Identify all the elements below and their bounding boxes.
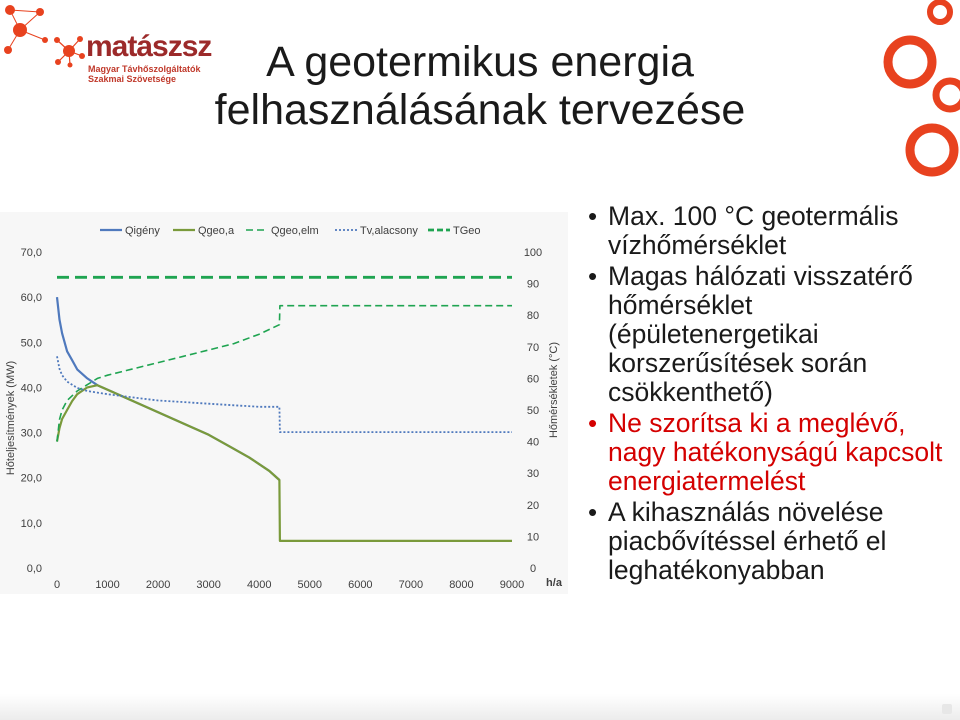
- y-left-axis-label: Hőteljesítmények (MW): [5, 360, 17, 476]
- y-left-tick-label: 40,0: [20, 382, 42, 395]
- y-right-tick-label: 40: [526, 436, 540, 449]
- series-line-qig-ny: [57, 297, 279, 480]
- bullet-text: Ne szorítsa ki a meglévő, nagy hatékonyságú kapcsolt energiatermelést: [608, 408, 943, 496]
- footer-bar: [0, 694, 960, 720]
- logo-name: matászsz: [86, 30, 212, 63]
- x-tick-label: 6000: [348, 579, 373, 591]
- bullet-item: [588, 202, 960, 260]
- geothermal-chart: [0, 212, 568, 594]
- bullet-dot-icon: •: [588, 497, 598, 527]
- bullet-dot-icon: •: [588, 408, 598, 438]
- series-line-qgeo-elm: [57, 306, 512, 442]
- y-right-tick-label: 60: [526, 373, 540, 386]
- y-left-tick-label: 70,0: [20, 247, 42, 259]
- legend-entry: Qgeo,elm: [271, 225, 319, 237]
- y-left-tick-label: 60,0: [20, 292, 42, 305]
- y-right-tick-label: 90: [526, 278, 540, 291]
- decorative-circles: [0, 0, 60, 70]
- y-right-tick-label: 20: [526, 499, 540, 512]
- x-tick-label: 5000: [297, 579, 323, 591]
- bullet-text: Magas hálózati visszatérő hőmérséklet (épületenergetikai korszerűsítések során csökkenthető): [608, 261, 913, 407]
- x-tick-label: 4000: [246, 579, 272, 591]
- bullet-item: [588, 498, 960, 585]
- legend-entry: Qgeo,a: [198, 225, 235, 237]
- bullet-dot-icon: •: [588, 261, 598, 291]
- y-left-tick-label: 30,0: [20, 427, 42, 440]
- slide-title: A geotermikus energia felhasználásának tervezése: [214, 38, 746, 134]
- logo-network-icon: [52, 34, 86, 68]
- x-tick-label: 0: [53, 579, 61, 591]
- legend-entry: TGeo: [453, 225, 481, 237]
- y-left-tick-label: 50,0: [20, 337, 42, 350]
- x-tick-label: 8000: [449, 579, 474, 591]
- bullet-text: A kihasználás növelése piacbővítéssel érhető el leghatékonyabban: [608, 497, 887, 585]
- decorative-brand-shapes: [880, 0, 960, 180]
- bullet-item: [588, 262, 960, 407]
- x-tick-label: 2000: [145, 579, 171, 591]
- legend-entry: Tv,alacsony: [360, 225, 418, 237]
- legend-entry: Qigény: [125, 225, 160, 237]
- y-right-tick-label: 10: [526, 531, 540, 544]
- bullet-item-highlight: [588, 409, 960, 496]
- y-right-tick-label: 80: [526, 310, 540, 323]
- y-right-tick-label: 0: [529, 563, 537, 575]
- y-right-axis-label: Hőmérsékletek (°C): [548, 341, 560, 439]
- chart-area: [0, 212, 568, 594]
- y-left-tick-label: 0,0: [26, 563, 42, 575]
- x-tick-label: 1000: [95, 579, 120, 591]
- x-tick-label: 3000: [196, 579, 221, 591]
- y-left-tick-label: 10,0: [20, 517, 42, 530]
- bullet-text: Max. 100 °C geotermális vízhőmérséklet: [608, 201, 899, 260]
- y-right-tick-label: 70: [526, 341, 540, 354]
- x-axis-label: h/a: [546, 577, 562, 589]
- series-line-qgeo-a: [57, 385, 512, 541]
- footer-mark: [942, 704, 952, 714]
- y-right-tick-label: 30: [526, 468, 540, 481]
- series-line-tv-alacsony: [57, 356, 512, 432]
- y-right-tick-label: 100: [523, 247, 543, 259]
- x-tick-label: 9000: [499, 579, 525, 591]
- x-tick-label: 7000: [398, 579, 424, 591]
- y-right-tick-label: 50: [526, 405, 540, 417]
- logo-subtitle: Magyar Távhőszolgáltatók Szakmai Szövetsége: [88, 64, 201, 84]
- bullet-list: [588, 202, 960, 587]
- bullet-dot-icon: •: [588, 201, 598, 231]
- y-left-tick-label: 20,0: [20, 472, 42, 485]
